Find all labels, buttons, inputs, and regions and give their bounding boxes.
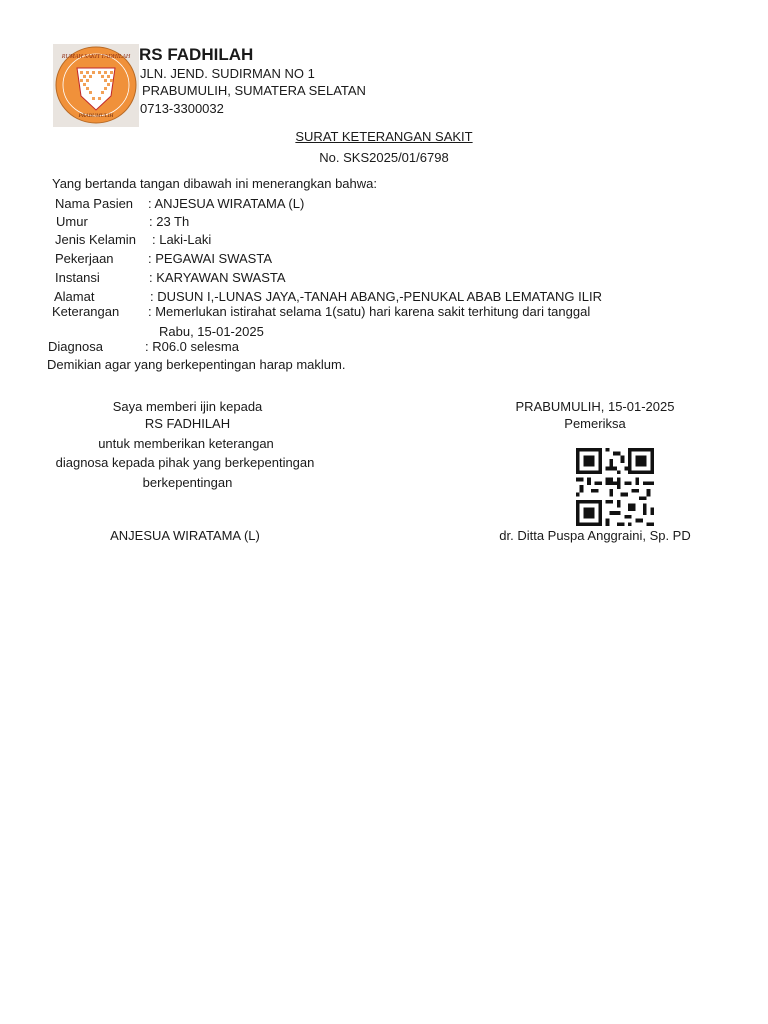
- jenis-kelamin-value: : Laki-Laki: [152, 232, 212, 247]
- diagnosa-value: : R06.0 selesma: [145, 339, 239, 354]
- svg-text:RUMAH SAKIT FADHILAH: RUMAH SAKIT FADHILAH: [61, 54, 131, 60]
- alamat-value: : DUSUN I,-LUNAS JAYA,-TANAH ABANG,-PENUKAL ABAB LEMATANG ILIR: [150, 289, 602, 304]
- instansi-label: Instansi: [55, 270, 100, 285]
- nama-value: : ANJESUA WIRATAMA (L): [148, 196, 305, 211]
- consent-line-3: untuk memberikan keterangan: [98, 436, 274, 451]
- patient-signature-name: ANJESUA WIRATAMA (L): [110, 528, 260, 543]
- jenis-kelamin-label: Jenis Kelamin: [55, 232, 136, 247]
- diagnosa-label: Diagnosa: [48, 339, 103, 354]
- consent-line-1: Saya memberi ijin kepada: [112, 399, 263, 414]
- umur-value: : 23 Th: [149, 214, 190, 229]
- keterangan-date: Rabu, 15-01-2025: [159, 324, 264, 339]
- document-number: No. SKS2025/01/6798: [319, 150, 449, 165]
- alamat-label: Alamat: [54, 289, 95, 304]
- doctor-name: dr. Ditta Puspa Anggraini, Sp. PD: [499, 528, 691, 543]
- keterangan-label: Keterangan: [52, 304, 120, 319]
- address-line-2: PRABUMULIH, SUMATERA SELATAN: [142, 83, 366, 98]
- qr-code: [574, 448, 656, 526]
- keterangan-value: : Memerlukan istirahat selama 1(satu) hari karena sakit terhitung dari tanggal: [148, 304, 591, 319]
- address-line-1: JLN. JEND. SUDIRMAN NO 1: [140, 66, 315, 81]
- consent-line-4: diagnosa kepada pihak yang berkepentingan: [55, 455, 315, 470]
- umur-label: Umur: [56, 214, 88, 229]
- consent-line-2: RS FADHILAH: [144, 416, 231, 431]
- pekerjaan-label: Pekerjaan: [55, 251, 114, 266]
- pekerjaan-value: : PEGAWAI SWASTA: [148, 251, 272, 266]
- intro-text: Yang bertanda tangan dibawah ini menerangkan bahwa:: [52, 176, 377, 191]
- nama-label: Nama Pasien: [55, 196, 134, 211]
- consent-line-5: berkepentingan: [142, 475, 233, 490]
- svg-text:PRABUMULIH: PRABUMULIH: [78, 113, 114, 119]
- place-date: PRABUMULIH, 15-01-2025: [515, 399, 675, 414]
- phone-number: 0713-3300032: [140, 101, 224, 116]
- hospital-name: RS FADHILAH: [139, 45, 254, 64]
- examiner-role: Pemeriksa: [564, 416, 626, 431]
- document-title: SURAT KETERANGAN SAKIT: [295, 129, 473, 144]
- closing-text: Demikian agar yang berkepentingan harap maklum.: [47, 357, 346, 372]
- instansi-value: : KARYAWAN SWASTA: [149, 270, 286, 285]
- hospital-logo: [53, 44, 139, 127]
